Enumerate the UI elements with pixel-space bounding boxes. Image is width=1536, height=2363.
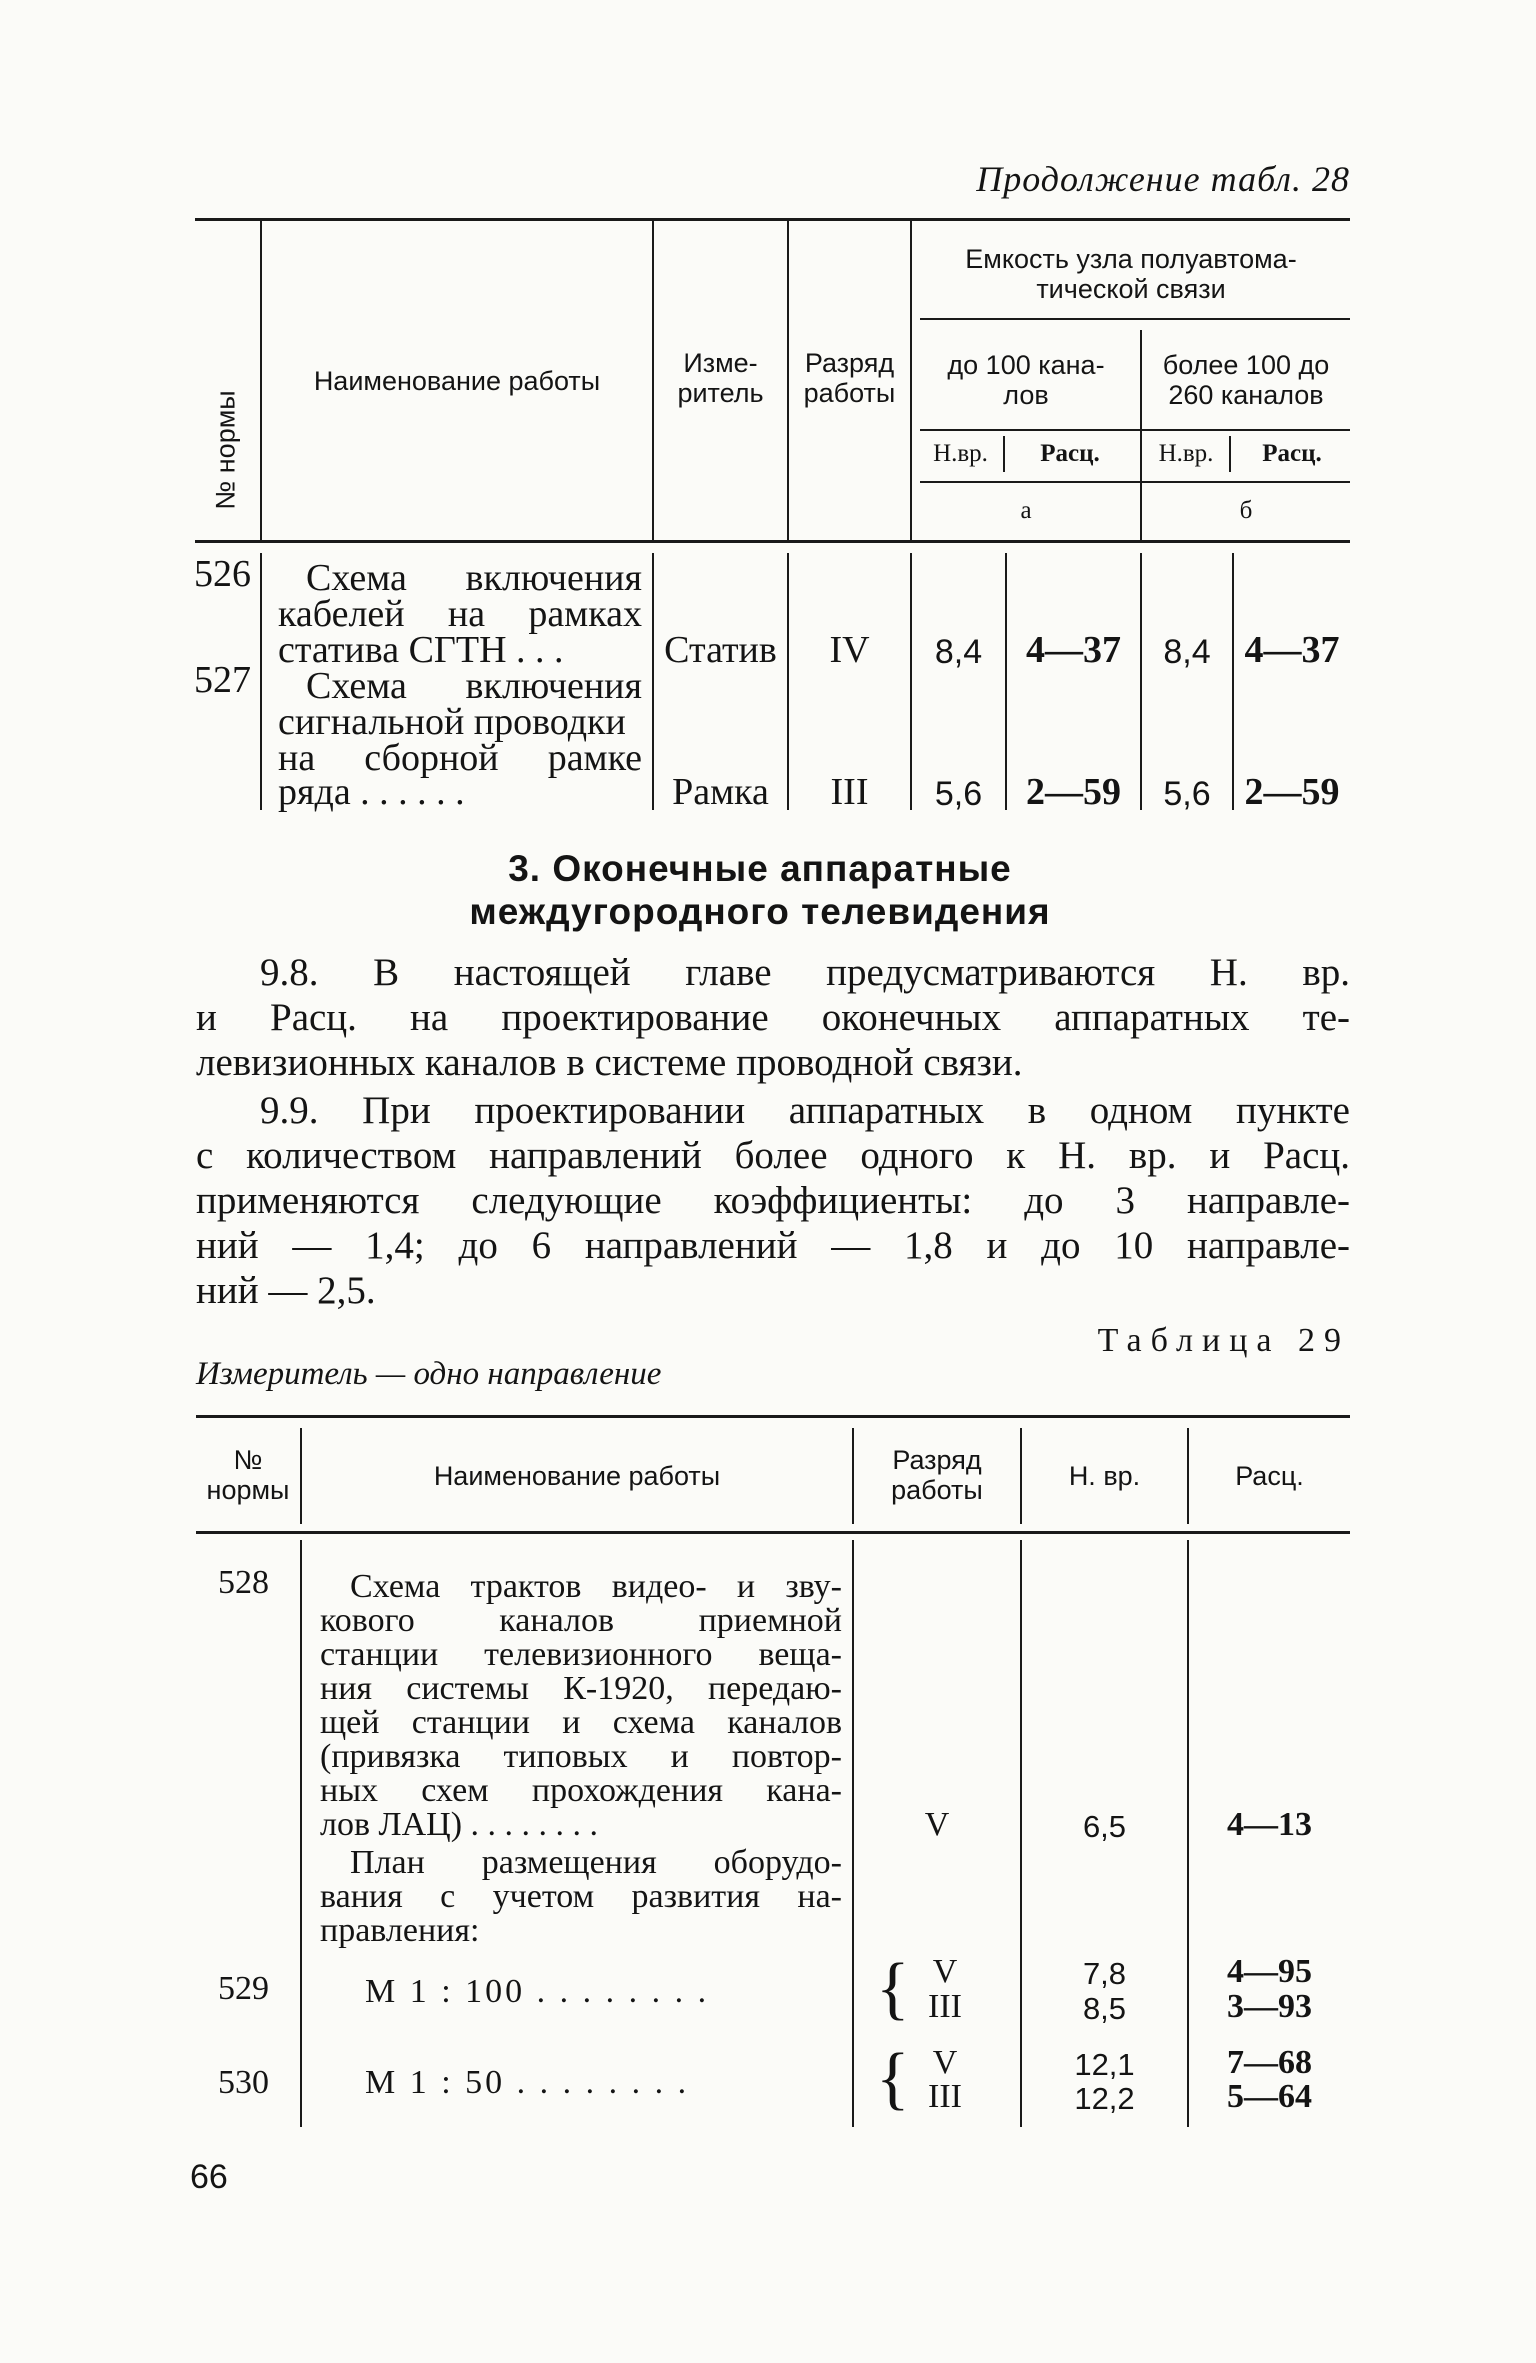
p2-line4: ний — 1,4; до 6 направлений — 1,8 и до 10 направле-	[196, 1224, 1350, 1267]
row-529-grade1: V	[932, 1953, 958, 1990]
row-530-grade2: III	[928, 2078, 962, 2115]
row-526-name-line3: статива СГТН . . .	[278, 629, 564, 671]
header-a-nvr: Н.вр.	[933, 440, 988, 467]
row-527-unit: Рамка	[672, 771, 769, 813]
row-528-line2: кового каналов приемной	[320, 1602, 842, 1639]
row-527-name-line4: ряда . . . . . .	[278, 771, 465, 813]
plan-line2: вания с учетом развития на-	[320, 1878, 842, 1915]
header-grade: Разряд работы	[803, 348, 896, 408]
row-528-nvr: 6,5	[1082, 1809, 1127, 1844]
table-29-label: Таблица 29	[1097, 1322, 1350, 1359]
header-norm-number: № нормы	[211, 390, 242, 510]
row-526-name-line1: Схема включения	[306, 557, 642, 599]
row-528-line1: Схема трактов видео- и зву-	[350, 1568, 842, 1605]
p2-line2: с количеством направлений более одного к Н. вр. и Расц.	[196, 1134, 1350, 1177]
p2-line3: применяются следующие коэффициенты: до 3 направле-	[196, 1179, 1350, 1222]
row-527-a-nvr: 5,6	[934, 775, 983, 813]
row-526-unit: Статив	[664, 629, 777, 671]
t29-header-norm: № нормы	[206, 1445, 290, 1505]
row-526-grade: IV	[829, 629, 870, 671]
p1-line3: левизионных каналов в системе проводной связи.	[196, 1041, 1023, 1084]
row-528-grade: V	[924, 1806, 950, 1843]
row-528-line7: ных схем прохождения кана-	[320, 1772, 842, 1809]
row-529-grade2: III	[928, 1988, 962, 2025]
page-number: 66	[190, 2158, 228, 2196]
row-527-name-line2: сигнальной проводки	[278, 701, 626, 743]
plan-line3: правления:	[320, 1912, 480, 1949]
norm-527: 527	[194, 659, 251, 701]
header-capacity: Емкость узла полуавтома- тической связи	[965, 244, 1297, 304]
row-530-brace-icon: {	[876, 2040, 910, 2117]
header-sub-b: б	[1239, 497, 1253, 524]
row-527-a-rasc: 2—59	[1026, 771, 1121, 813]
header-up-to-100: до 100 кана- лов	[947, 350, 1105, 410]
row-527-grade: III	[830, 771, 869, 813]
row-529-name: М 1 : 100 . . . . . . . .	[365, 1973, 710, 2010]
header-work-name: Наименование работы	[313, 366, 601, 396]
row-526-a-rasc: 4—37	[1026, 629, 1121, 671]
t29-header-work-name: Наименование работы	[433, 1461, 721, 1491]
section-title-line1: 3. Оконечные аппаратные	[508, 848, 1012, 889]
norm-529: 529	[218, 1970, 269, 2007]
row-526-b-rasc: 4—37	[1244, 629, 1340, 671]
row-528-line6: (привязка типовых и повтор-	[320, 1738, 842, 1775]
norm-528: 528	[218, 1564, 269, 1601]
header-a-rasc: Расц.	[1040, 440, 1100, 467]
row-528-line4: ния системы К-1920, передаю-	[320, 1670, 842, 1707]
row-530-nvr2: 12,2	[1074, 2081, 1135, 2116]
row-527-name-line3: на сборной рамке	[278, 737, 642, 779]
p1-line2: и Расц. на проектирование оконечных аппаратных те-	[196, 996, 1350, 1039]
header-b-rasc: Расц.	[1262, 440, 1322, 467]
row-526-name-line2: кабелей на рамках	[278, 593, 642, 635]
header-b-nvr: Н.вр.	[1158, 440, 1214, 467]
row-527-b-nvr: 5,6	[1163, 775, 1211, 813]
plan-line1: План размещения оборудо-	[350, 1844, 842, 1881]
row-528-rasc: 4—13	[1227, 1806, 1312, 1843]
t29-header-nvr: Н. вр.	[1068, 1461, 1141, 1491]
row-528-line8: лов ЛАЦ) . . . . . . . .	[320, 1806, 599, 1843]
p1-line1: 9.8. В настоящей главе предусматриваются Н. вр.	[260, 951, 1350, 994]
section-title-line2: междугородного телевидения	[469, 891, 1051, 932]
row-528-line3: станции телевизионного веща-	[320, 1636, 842, 1673]
p2-line1: 9.9. При проектировании аппаратных в одном пункте	[260, 1089, 1350, 1132]
row-529-rasc1: 4—95	[1227, 1953, 1312, 1990]
row-527-name-line1: Схема включения	[306, 665, 642, 707]
row-528-line5: щей станции и схема каналов	[320, 1704, 842, 1741]
t29-header-grade: Разряд работы	[891, 1445, 983, 1505]
row-526-b-nvr: 8,4	[1163, 633, 1211, 671]
row-530-rasc1: 7—68	[1227, 2044, 1312, 2081]
row-530-name: М 1 : 50 . . . . . . . .	[365, 2064, 690, 2101]
row-527-b-rasc: 2—59	[1244, 771, 1340, 813]
continuation-header: Продолжение табл. 28	[976, 159, 1350, 199]
row-530-rasc2: 5—64	[1227, 2078, 1312, 2115]
row-526-a-nvr: 8,4	[934, 633, 983, 671]
row-529-nvr2: 8,5	[1082, 1991, 1127, 2026]
row-529-brace-icon: {	[876, 1950, 910, 2027]
t29-header-rasc: Расц.	[1235, 1461, 1304, 1491]
row-529-nvr1: 7,8	[1082, 1956, 1127, 1991]
norm-526: 526	[194, 553, 251, 595]
norm-530: 530	[218, 2064, 269, 2101]
row-530-nvr1: 12,1	[1074, 2047, 1135, 2082]
header-unit: Изме- ритель	[677, 348, 764, 408]
p2-line5: ний — 2,5.	[196, 1269, 376, 1312]
header-sub-a: а	[1020, 497, 1032, 524]
row-529-rasc2: 3—93	[1227, 1988, 1312, 2025]
table-29-meter: Измеритель — одно направление	[196, 1356, 662, 1392]
header-100-260: более 100 до 260 каналов	[1162, 350, 1330, 410]
row-530-grade1: V	[932, 2044, 958, 2081]
